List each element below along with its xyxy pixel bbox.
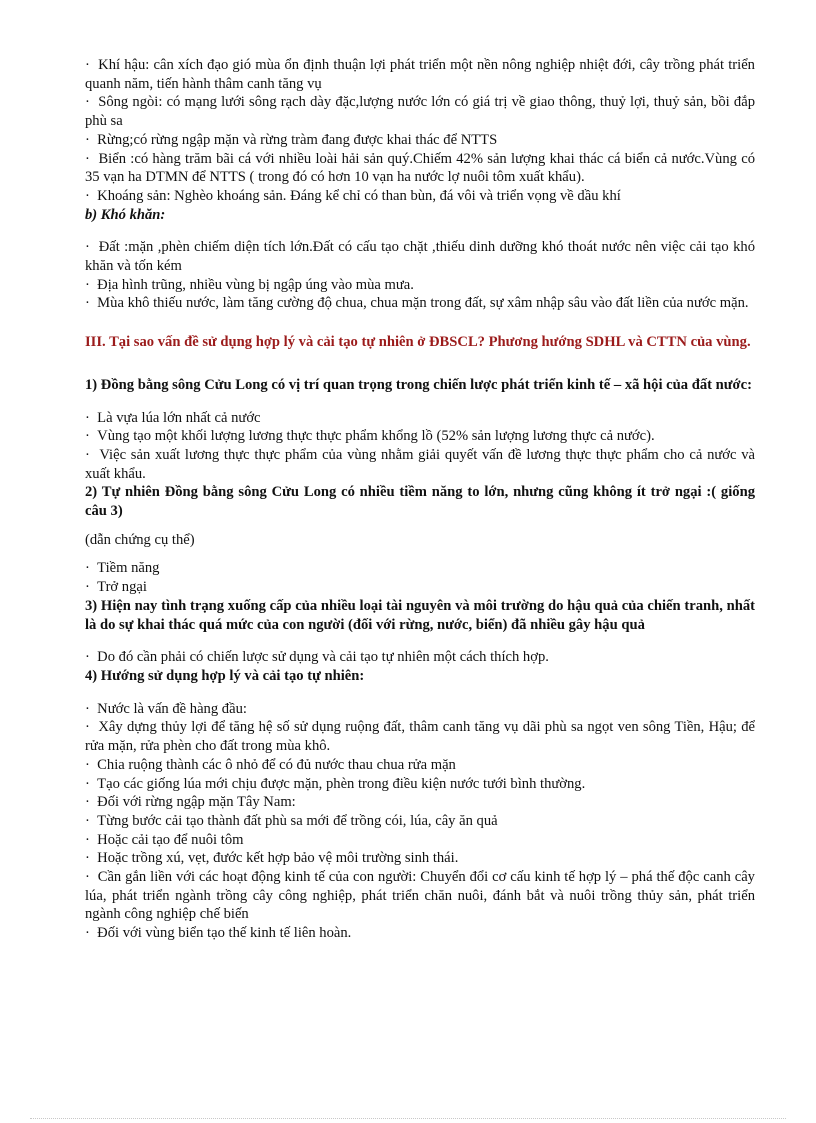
point-4-bullet: · Hoặc cải tạo để nuôi tôm — [85, 831, 755, 850]
point-4-bullet: · Hoặc trồng xú, vẹt, đước kết hợp bảo vệ môi trường sinh thái. — [85, 849, 755, 868]
point-4-bullet: · Cần gắn liền với các hoạt động kinh tế của con người: Chuyển đổi cơ cấu kinh tế hợp lý – phá thế độc canh cây lúa, phát triển ngành trồng cây công nghiệp, phát triển chăn nuôi, đánh bắt và nuôi trồng thủy sản, phát triển ngành công nghiệp chế biến — [85, 868, 755, 924]
point-1-heading: 1) Đồng bằng sông Cửu Long có vị trí quan trọng trong chiến lược phát triển kinh tế – xã hội của đất nước: — [85, 376, 752, 393]
point-3-bullet: · Do đó cần phải có chiến lược sử dụng và cải tạo tự nhiên một cách thích hợp. — [85, 648, 755, 667]
point-1-bullet: · Vùng tạo một khối lượng lương thực thực phẩm khổng lồ (52% sản lượng lương thực cả nước). — [85, 427, 755, 446]
sea-bullet: · Biển :có hàng trăm bãi cá với nhiều loài hải sản quý.Chiếm 42% sản lượng khai thác cá biển cả nước.Vùng có 35 vạn ha DTMN để NTTS ( trong đó có hơn 10 vạn ha nước lợ nuôi tôm xuất khẩu). — [85, 150, 755, 187]
terrain-bullet: · Địa hình trũng, nhiều vùng bị ngập úng vào mùa mưa. — [85, 276, 755, 295]
point-2-note: (dẫn chứng cụ thể) — [85, 531, 195, 548]
document-body — [85, 56, 755, 943]
point-2-bullet: · Trở ngại — [85, 578, 755, 597]
point-1-bullet: · Là vựa lúa lớn nhất cả nước — [85, 409, 755, 428]
dry-season-bullet: · Mùa khô thiếu nước, làm tăng cường độ chua, chua mặn trong đất, sự xâm nhập sâu vào đất liền của nước mặn. — [85, 294, 755, 313]
point-1-bullet: · Việc sản xuất lương thực thực phẩm của vùng nhằm giải quyết vấn đề lương thực thực phẩm cho cả nước và xuất khẩu. — [85, 446, 755, 483]
climate-bullet: · Khí hậu: cân xích đạo gió mùa ổn định thuận lợi phát triển một nền nông nghiệp nhiệt đới, cây trồng phát triển quanh năm, tiến hành thâm canh tăng vụ — [85, 56, 755, 93]
minerals-bullet: · Khoáng sản: Nghèo khoáng sản. Đáng kể chỉ có than bùn, đá vôi và triển vọng về dầu khí — [85, 187, 755, 206]
point-3-heading: 3) Hiện nay tình trạng xuống cấp của nhiều loại tài nguyên và môi trường do hậu quả của chiến tranh, nhất là do sự khai thác quá mức của con người (đối với rừng, nước, biển) đã nhiều gây hậu quả — [85, 597, 755, 633]
rivers-bullet: · Sông ngòi: có mạng lưới sông rạch dày đặc,lượng nước lớn có giá trị về giao thông, thuỷ lợi, thuỷ sản, bồi đắp phù sa — [85, 93, 755, 130]
point-2-heading: 2) Tự nhiên Đồng bằng sông Cửu Long có nhiều tiềm năng to lớn, nhưng cũng không ít trở ngại :( giống câu 3) — [85, 484, 755, 520]
point-4-heading: 4) Hướng sử dụng hợp lý và cải tạo tự nhiên: — [85, 667, 365, 684]
point-4-bullet: · Xây dựng thủy lợi để tăng hệ số sử dụng ruộng đất, thâm canh tăng vụ dãi phù sa ngọt ven sông Tiền, Hậu; để rửa mặn, rửa phèn cho đất trong mùa khô. — [85, 718, 755, 755]
point-4-bullet: · Tạo các giống lúa mới chịu được mặn, phèn trong điều kiện nước tưới bình thường. — [85, 775, 755, 794]
section-3-heading: III. Tại sao vấn đề sử dụng hợp lý và cải tạo tự nhiên ở ĐBSCL? Phương hướng SDHL và CTTN của vùng. — [85, 334, 751, 351]
point-2-bullet: · Tiềm năng — [85, 559, 755, 578]
soil-bullet: · Đất :mặn ,phèn chiếm diện tích lớn.Đất có cấu tạo chặt ,thiếu dinh dưỡng khó thoát nước nên việc cải tạo khó khăn và tốn kém — [85, 238, 755, 275]
point-4-bullet: · Từng bước cải tạo thành đất phù sa mới để trồng cói, lúa, cây ăn quả — [85, 812, 755, 831]
point-4-bullet: · Đối với vùng biển tạo thế kinh tế liên hoàn. — [85, 924, 755, 943]
point-4-bullet: · Chia ruộng thành các ô nhỏ để có đủ nước thau chua rửa mặn — [85, 756, 755, 775]
difficulties-heading: b) Khó khăn: — [85, 206, 166, 223]
point-4-bullet: · Nước là vấn đề hàng đầu: — [85, 700, 755, 719]
forest-bullet: · Rừng;có rừng ngập mặn và rừng tràm đang được khai thác để NTTS — [85, 131, 755, 150]
point-4-bullet: · Đối với rừng ngập mặn Tây Nam: — [85, 793, 755, 812]
page-bottom-rule — [30, 1118, 786, 1119]
